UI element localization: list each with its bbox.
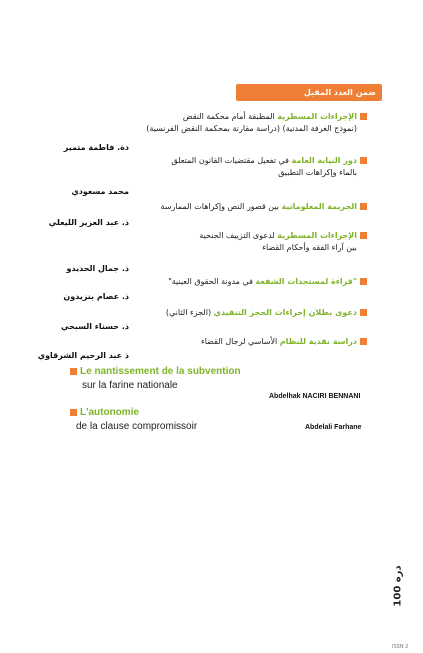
bullet-square-icon <box>360 157 367 164</box>
article-entry <box>67 111 367 135</box>
french-article-title: L'autonomie <box>70 407 139 418</box>
article-author: ذ. عبد العزيز الليعلي <box>48 218 129 227</box>
article-title: دعوى بطلان إجراءات الحجز التنفيذي (الجزء الثاني) <box>67 307 367 319</box>
bullet-square-icon <box>70 409 77 416</box>
bullet-square-icon <box>360 113 367 120</box>
french-article-author: Abdelhak NACIRI BENNANI <box>269 393 361 400</box>
next-issue-label: ضمن العدد المقبل <box>303 88 376 97</box>
article-author: محمد مسعودي <box>71 187 129 196</box>
article-author: ذ عبد الرحيم الشرقاوي <box>37 351 129 360</box>
bullet-square-icon <box>360 203 367 210</box>
article-title: الإجراءات المسطرية المطبقة أمام محكمة النقض <box>67 111 367 123</box>
french-article-subtitle: sur la farine nationale <box>82 380 178 391</box>
article-author: ذ. عصام بنزيدون <box>63 292 129 301</box>
bullet-square-icon <box>360 309 367 316</box>
bullet-square-icon <box>70 368 77 375</box>
article-entry <box>67 155 367 179</box>
article-entry <box>67 276 367 288</box>
french-article-title: Le nantissement de la subvention <box>70 366 241 377</box>
article-title: الإجراءات المسطرية لدعوى التزييف الجنحية <box>67 230 367 242</box>
article-subtitle: بين آراء الفقه وأحكام القضاء <box>262 243 357 252</box>
article-author: ذ. حسناء السبحي <box>61 322 129 331</box>
french-article-author: Abdelali Farhane <box>305 424 362 431</box>
article-entry <box>67 201 367 213</box>
bullet-square-icon <box>360 278 367 285</box>
next-issue-header <box>236 84 382 101</box>
article-subtitle: (نموذج الغرفة المدنية) (دراسة مقارنة بمحكمة النقض الفرنسية) <box>146 124 357 133</box>
issue-price: 100 دره <box>392 565 404 607</box>
article-author: ذ. جمال الحديدو <box>66 264 129 273</box>
article-entry <box>67 307 367 319</box>
article-title: دور النيابة العامة في تفعيل مقتضيات القانون المتعلق <box>67 155 367 167</box>
article-entry <box>67 336 367 348</box>
article-title: الجريمة المعلوماتية بين قصور النص وإكراهات الممارسة <box>67 201 367 213</box>
bullet-square-icon <box>360 338 367 345</box>
article-author: دة. فاطمة متمير <box>63 143 129 152</box>
article-title: "قراءة لمستجدات الشفعة في مدونة الحقوق العينية" <box>67 276 367 288</box>
french-article-subtitle: de la clause compromissoir <box>76 421 198 432</box>
article-subtitle: بالماء وإكراهات التطبيق <box>278 168 357 177</box>
article-entry <box>67 230 367 254</box>
bullet-square-icon <box>360 232 367 239</box>
article-title: دراسة نقدية للنظام الأساسي لرجال القضاء <box>67 336 367 348</box>
issn-footer: ISSN 2 <box>392 644 409 650</box>
